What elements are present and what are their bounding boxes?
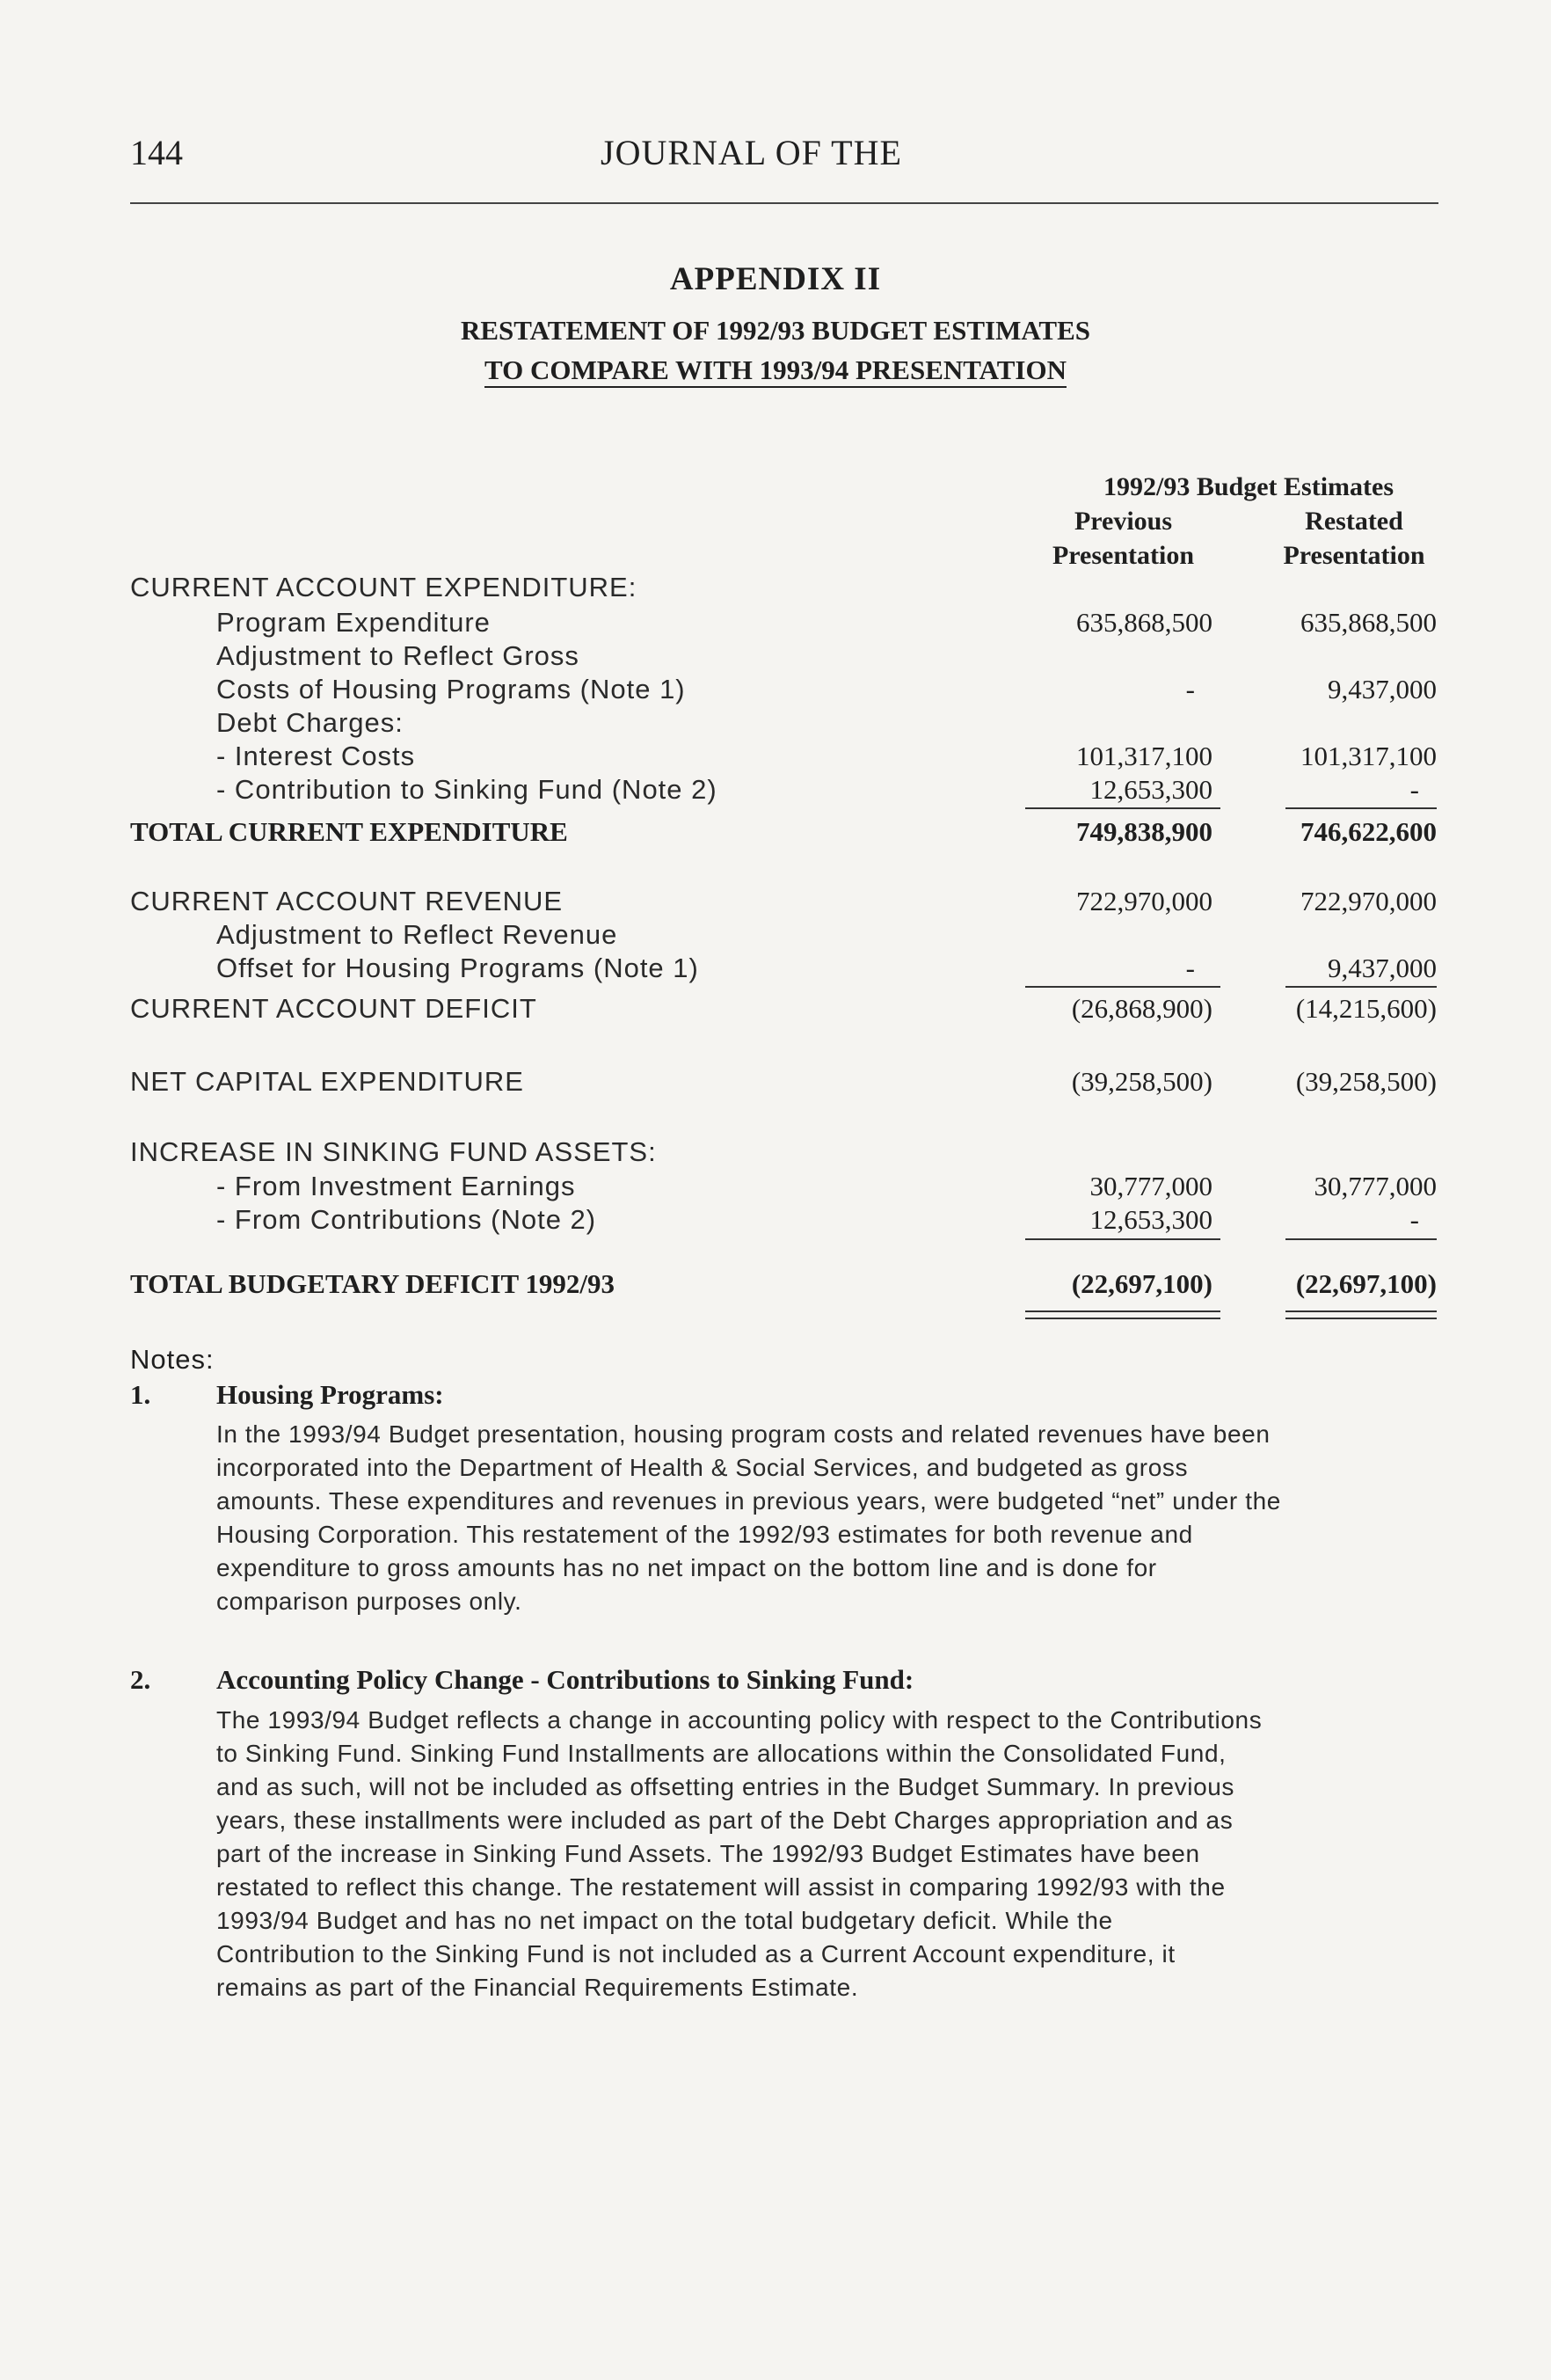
row-value-investment-earnings-restated: 30,777,000 bbox=[1314, 1171, 1437, 1201]
row-label-adjust-revenue-2: Offset for Housing Programs (Note 1) bbox=[216, 953, 699, 983]
note-line: amounts. These expenditures and revenues in previous years, were budgeted “net” under the bbox=[216, 1487, 1281, 1515]
row-value-current-account-revenue-previous: 722,970,000 bbox=[1076, 886, 1212, 916]
row-value-net-capital-expenditure-restated: (39,258,500) bbox=[1295, 1066, 1437, 1097]
row-value-current-account-deficit-restated: (14,215,600) bbox=[1295, 993, 1437, 1024]
row-value-program-expenditure-restated: 635,868,500 bbox=[1300, 607, 1437, 638]
col-restated-line2: Presentation bbox=[1283, 541, 1425, 570]
row-label-net-capital-expenditure: NET CAPITAL EXPENDITURE bbox=[130, 1066, 524, 1097]
note-line: The 1993/94 Budget reflects a change in accounting policy with respect to the Contributions bbox=[216, 1706, 1263, 1734]
note-line: and as such, will not be included as offsetting entries in the Budget Summary. In previous bbox=[216, 1773, 1235, 1800]
column-group-header: 1992/93 Budget Estimates bbox=[1103, 472, 1394, 501]
row-value-contribution-sinking-restated: - bbox=[1409, 774, 1419, 805]
subtitle-line-1: RESTATEMENT OF 1992/93 BUDGET ESTIMATES bbox=[460, 315, 1091, 346]
row-value-program-expenditure-previous: 635,868,500 bbox=[1076, 607, 1212, 638]
note-line: 1993/94 Budget and has no net impact on the total budgetary deficit. While the bbox=[216, 1907, 1113, 1934]
note-line: incorporated into the Department of Health & Social Services, and budgeted as gross bbox=[216, 1454, 1189, 1481]
row-label-adjust-gross-2: Costs of Housing Programs (Note 1) bbox=[216, 674, 686, 705]
row-value-total-budgetary-deficit-previous: (22,697,100) bbox=[1071, 1268, 1212, 1299]
row-value-interest-costs-restated: 101,317,100 bbox=[1300, 741, 1437, 771]
note-1-title: Housing Programs: bbox=[216, 1379, 444, 1410]
row-value-contribution-sinking-previous: 12,653,300 bbox=[1089, 774, 1212, 805]
sinking-assets-heading: INCREASE IN SINKING FUND ASSETS: bbox=[130, 1136, 657, 1167]
row-value-total-current-expenditure-previous: 749,838,900 bbox=[1076, 816, 1212, 847]
note-line: Contribution to the Sinking Fund is not included as a Current Account expenditure, it bbox=[216, 1940, 1176, 1968]
running-title: JOURNAL OF THE bbox=[601, 133, 902, 172]
row-value-adjust-revenue-restated: 9,437,000 bbox=[1328, 953, 1437, 983]
note-line: part of the increase in Sinking Fund Assets. The 1992/93 Budget Estimates have been bbox=[216, 1840, 1200, 1867]
cae-heading: CURRENT ACCOUNT EXPENDITURE: bbox=[130, 572, 637, 602]
note-line: to Sinking Fund. Sinking Fund Installments are allocations within the Consolidated Fund, bbox=[216, 1740, 1227, 1767]
double-rule-previous-1 bbox=[1025, 1310, 1220, 1312]
note-1-body bbox=[216, 1418, 1447, 1618]
notes-heading: Notes: bbox=[130, 1344, 215, 1375]
note-line: remains as part of the Financial Requirements Estimate. bbox=[216, 1974, 859, 2001]
note-line: restated to reflect this change. The restatement will assist in comparing 1992/93 with the bbox=[216, 1873, 1226, 1901]
note-line: comparison purposes only. bbox=[216, 1588, 522, 1615]
appendix-title: APPENDIX II bbox=[669, 261, 882, 297]
row-value-adjust-revenue-previous: - bbox=[1185, 953, 1195, 983]
note-2-title: Accounting Policy Change - Contributions to Sinking Fund: bbox=[216, 1664, 914, 1695]
note-1-number: 1. bbox=[130, 1379, 151, 1410]
subtitle-line-2-text: TO COMPARE WITH 1993/94 PRESENTATION bbox=[484, 354, 1067, 388]
note-2-body bbox=[216, 1704, 1447, 2004]
revenue-rule-previous bbox=[1025, 986, 1220, 988]
col-previous-line1: Previous bbox=[1074, 507, 1173, 536]
note-2-number: 2. bbox=[130, 1664, 151, 1695]
row-value-adjust-gross-previous: - bbox=[1185, 674, 1195, 705]
row-label-adjust-gross-1: Adjustment to Reflect Gross bbox=[216, 640, 579, 671]
row-value-current-account-revenue-restated: 722,970,000 bbox=[1300, 886, 1437, 916]
row-value-total-current-expenditure-restated: 746,622,600 bbox=[1300, 816, 1437, 847]
row-label-interest-costs: - Interest Costs bbox=[216, 741, 416, 771]
row-value-total-budgetary-deficit-restated: (22,697,100) bbox=[1295, 1268, 1437, 1299]
row-value-investment-earnings-previous: 30,777,000 bbox=[1089, 1171, 1212, 1201]
row-label-investment-earnings: - From Investment Earnings bbox=[216, 1171, 576, 1201]
row-label-program-expenditure: Program Expenditure bbox=[216, 607, 491, 638]
row-value-current-account-deficit-previous: (26,868,900) bbox=[1071, 993, 1212, 1024]
col-restated-line1: Restated bbox=[1305, 507, 1403, 536]
note-line: In the 1993/94 Budget presentation, housing program costs and related revenues have been bbox=[216, 1420, 1271, 1448]
assets-rule-restated bbox=[1285, 1238, 1437, 1240]
row-label-from-contributions: - From Contributions (Note 2) bbox=[216, 1204, 597, 1235]
subtotal-rule-previous bbox=[1025, 807, 1220, 809]
row-label-debt-charges: Debt Charges: bbox=[216, 707, 404, 738]
col-previous-line2: Presentation bbox=[1052, 541, 1195, 570]
row-label-adjust-revenue-1: Adjustment to Reflect Revenue bbox=[216, 919, 618, 950]
note-line: years, these installments were included as part of the Debt Charges appropriation and as bbox=[216, 1807, 1234, 1834]
double-rule-restated-2 bbox=[1285, 1318, 1437, 1319]
row-value-from-contributions-previous: 12,653,300 bbox=[1089, 1204, 1212, 1235]
note-line: expenditure to gross amounts has no net impact on the bottom line and is done for bbox=[216, 1554, 1157, 1581]
header-rule bbox=[130, 202, 1438, 204]
note-line: Housing Corporation. This restatement of the 1992/93 estimates for both revenue and bbox=[216, 1521, 1193, 1548]
subtitle-line-2 bbox=[0, 354, 1551, 386]
page-number: 144 bbox=[130, 133, 183, 172]
row-label-current-account-revenue: CURRENT ACCOUNT REVENUE bbox=[130, 886, 564, 916]
row-value-from-contributions-restated: - bbox=[1409, 1204, 1419, 1235]
row-value-net-capital-expenditure-previous: (39,258,500) bbox=[1071, 1066, 1212, 1097]
double-rule-restated-1 bbox=[1285, 1310, 1437, 1312]
assets-rule-previous bbox=[1025, 1238, 1220, 1240]
row-value-interest-costs-previous: 101,317,100 bbox=[1076, 741, 1212, 771]
row-label-total-current-expenditure: TOTAL CURRENT EXPENDITURE bbox=[130, 816, 568, 847]
subtotal-rule-restated bbox=[1285, 807, 1437, 809]
revenue-rule-restated bbox=[1285, 986, 1437, 988]
row-label-current-account-deficit: CURRENT ACCOUNT DEFICIT bbox=[130, 993, 537, 1024]
row-value-adjust-gross-restated: 9,437,000 bbox=[1328, 674, 1437, 705]
row-label-total-budgetary-deficit: TOTAL BUDGETARY DEFICIT 1992/93 bbox=[130, 1268, 615, 1299]
double-rule-previous-2 bbox=[1025, 1318, 1220, 1319]
row-label-contribution-sinking: - Contribution to Sinking Fund (Note 2) bbox=[216, 774, 717, 805]
